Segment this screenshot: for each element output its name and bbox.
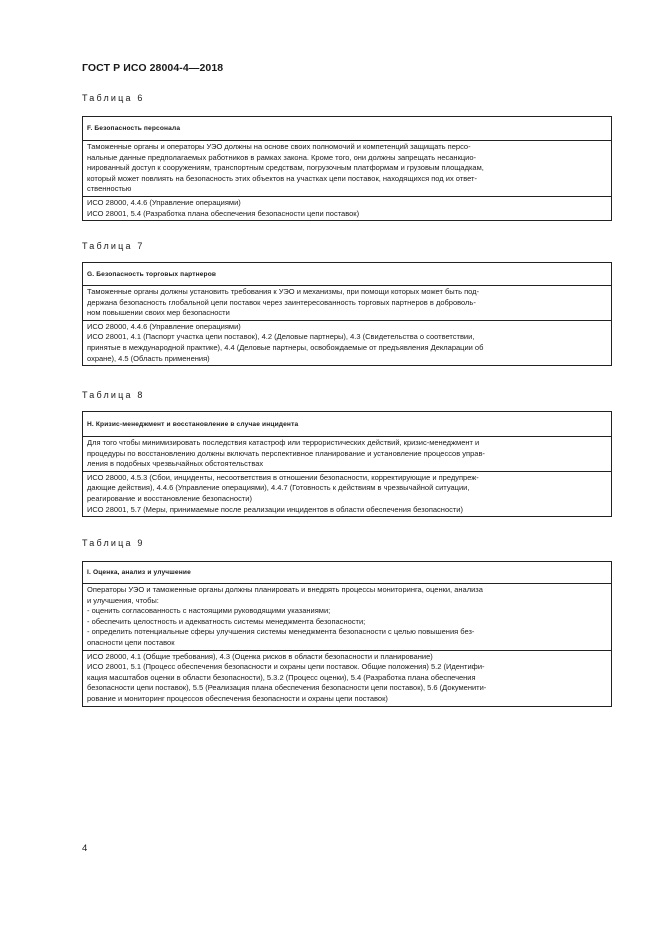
table-8 (82, 411, 612, 517)
text-line: Для того чтобы минимизировать последствия катастроф или террористических действий, кризис-менеджмент и (87, 438, 480, 447)
text-line: безопасности цепи поставок), 5.5 (Реализация плана обеспечения безопасности цепи поставок), 5.6 (Докуменити- (87, 683, 487, 693)
text-line: нальные данные предполагаемых работников в рамках закона. Кроме того, они должны запрещать несанкцио- (87, 152, 477, 162)
table-7-caption: Таблица 7 (82, 241, 145, 251)
table-6-description-cell (83, 141, 611, 196)
text-line: ИСО 28000, 4.5.3 (Сбои, инциденты, несоответствия в отношении безопасности, корректирующие и предупреж- (87, 472, 479, 482)
table-8-references-cell (83, 471, 611, 516)
table-7-references-cell (83, 320, 611, 365)
text-line: рование и мониторинг процессов обеспечения безопасности и охраны цепи поставок) (87, 693, 388, 703)
text-line: кация масштабов оценки в области безопасности), 5.3.2 (Процесс оценки), 5.4 (Разработка плана обеспечения (87, 672, 476, 682)
text-line: ственностью (87, 184, 132, 194)
text-line: дающие действия), 4.4.6 (Управление операциями), 4.4.7 (Готовность к действиям в чрезвычайной ситуации, (87, 483, 470, 493)
text-line: Таможенные органы и операторы УЭО должны на основе своих полномочий и компетенций защищать персо- (87, 142, 471, 151)
text-line: держана безопасность глобальной цепи поставок через заинтересованность торговых партнеров в доброволь- (87, 297, 476, 307)
table-9-description-cell (83, 584, 611, 650)
text-line: ИСО 28001, 5.1 (Процесс обеспечения безопасности и охраны цепи поставок. Общие положения) 5.2 (Идентифи- (87, 662, 485, 672)
text-line: Операторы УЭО и таможенные органы должны планировать и внедрять процессы мониторинга, оценки, анализа (87, 585, 483, 594)
text-line: - оценить согласованность с настоящими руководящими указаниями; (87, 606, 331, 616)
table-6 (82, 116, 612, 221)
text-line: Таможенные органы должны установить требования к УЭО и механизмы, при помощи которых может быть под- (87, 287, 480, 296)
table-8-description-cell (83, 437, 611, 471)
table-6-references-cell (83, 196, 611, 220)
text-line: ИСО 28000, 4.1 (Общие требования), 4.3 (Оценка рисков в области безопасности и планирование) (87, 651, 433, 661)
table-9-references-cell (83, 650, 611, 706)
text-line: ИСО 28001, 4.1 (Паспорт участка цепи поставок), 4.2 (Деловые партнеры), 4.3 (Свидетельства о соответствии, (87, 332, 475, 342)
table-8-heading: H. Кризис-менеджмент и восстановление в случае инцидента (83, 412, 611, 437)
text-line: ИСО 28001, 5.7 (Меры, принимаемые после реализации инцидентов в области обеспечения безопасности) (87, 504, 463, 514)
table-7 (82, 262, 612, 366)
text-line: реагирование и восстановление безопасности) (87, 493, 252, 503)
text-line: - определить потенциальные сферы улучшения системы менеджмента безопасности с целью повышения без- (87, 627, 475, 637)
text-line: который может повлиять на безопасность этих объектов на участках цепи поставок, находящихся под их ответ- (87, 173, 477, 183)
text-line: принятые в международной практике), 4.4 (Деловые партнеры, освобождаемые от предъявления Декларации об (87, 342, 484, 352)
table-9-caption: Таблица 9 (82, 538, 145, 548)
text-line: опасности цепи поставок (87, 637, 175, 647)
table-9-heading: I. Оценка, анализ и улучшение (83, 562, 611, 584)
text-line: нированный доступ к сооружениям, транспортным средствам, погрузочным платформам и грузовым площадкам, (87, 163, 484, 173)
document-header: ГОСТ Р ИСО 28004-4—2018 (82, 62, 224, 74)
table-6-heading: F. Безопасность персонала (83, 117, 611, 141)
text-line: ИСО 28000, 4.4.6 (Управление операциями) (87, 321, 241, 331)
text-line: и улучшения, чтобы: (87, 595, 159, 605)
page-number: 4 (82, 843, 88, 854)
text-line: охране), 4.5 (Область применения) (87, 353, 210, 363)
text-line: ИСО 28001, 5.4 (Разработка плана обеспечения безопасности цепи поставок) (87, 208, 360, 218)
text-line: ном повышении своих мер безопасности (87, 308, 230, 318)
table-8-caption: Таблица 8 (82, 390, 145, 400)
text-line: - обеспечить целостность и адекватность системы менеджмента безопасности; (87, 616, 366, 626)
table-7-description-cell (83, 286, 611, 320)
text-line: ления в подобных чрезвычайных обстоятельствах (87, 459, 264, 469)
text-line: процедуры по восстановлению должны включать перспективное планирование и установление процессов управ- (87, 448, 485, 458)
table-7-heading: G. Безопасность торговых партнеров (83, 263, 611, 286)
text-line: ИСО 28000, 4.4.6 (Управление операциями) (87, 197, 241, 207)
table-9 (82, 561, 612, 707)
table-6-caption: Таблица 6 (82, 93, 145, 103)
